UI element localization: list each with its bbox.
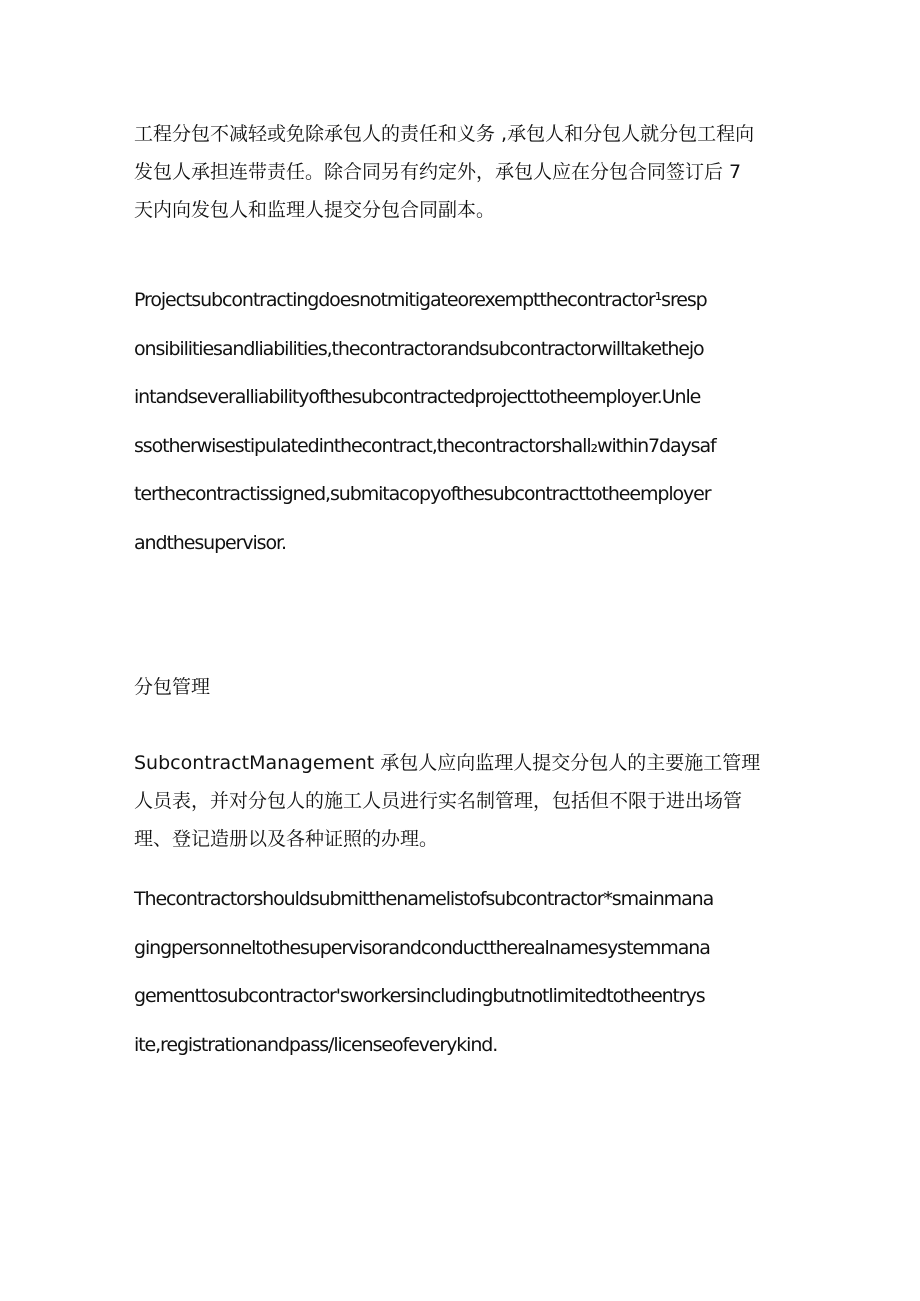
text-line: terthecontractissigned,submitacopyofthesubcontracttotheemployer: [134, 483, 711, 505]
text-line: SubcontractManagement 承包人应向监理人提交分包人的主要施工管理: [134, 752, 761, 774]
paragraph-chinese-subcontract-liability: [134, 115, 794, 229]
text-line: gementtosubcontractor'sworkersincludingbutnotlimitedtotheentrys: [134, 985, 705, 1007]
text-line: gingpersonneltothesupervisorandconducttherealnamesystemmana: [134, 936, 710, 959]
paragraph-subcontract-management: [134, 744, 794, 858]
text-line: Projectsubcontractingdoesnotmitigateorexemptthecontractor¹sresp: [134, 289, 707, 311]
text-line: intandseveralliabilityofthesubcontractedprojecttotheemployer.Unle: [134, 386, 701, 408]
section-heading: 分包管理: [134, 676, 211, 698]
paragraph-english-subcontract-management: [134, 875, 794, 1069]
text-line: 工程分包不减轻或免除承包人的责任和义务 ,承包人和分包人就分包工程向: [134, 123, 755, 145]
text-line: 天内向发包人和监理人提交分包合同副本。: [134, 199, 496, 221]
text-line: ssotherwisestipulatedinthecontract,thecontractorshall₂within7daysaf: [134, 434, 716, 457]
text-line: ite,registrationandpass/licenseofeverykind.: [134, 1033, 498, 1056]
text-line: 人员表，并对分包人的施工人员进行实名制管理，包括但不限于进出场管: [134, 790, 743, 812]
text-line: 发包人承担连带责任。除合同另有约定外，承包人应在分包合同签订后 7: [134, 161, 742, 183]
text-line: andthesupervisor.: [134, 531, 286, 554]
text-line: 理、登记造册以及各种证照的办理。: [134, 828, 439, 850]
text-line: onsibilitiesandliabilities,thecontractorandsubcontractorwilltakethejo: [134, 337, 704, 360]
text-line: Thecontractorshouldsubmitthenamelistofsubcontractor*smainmana: [134, 888, 714, 910]
paragraph-english-subcontract-liability: [134, 276, 794, 567]
